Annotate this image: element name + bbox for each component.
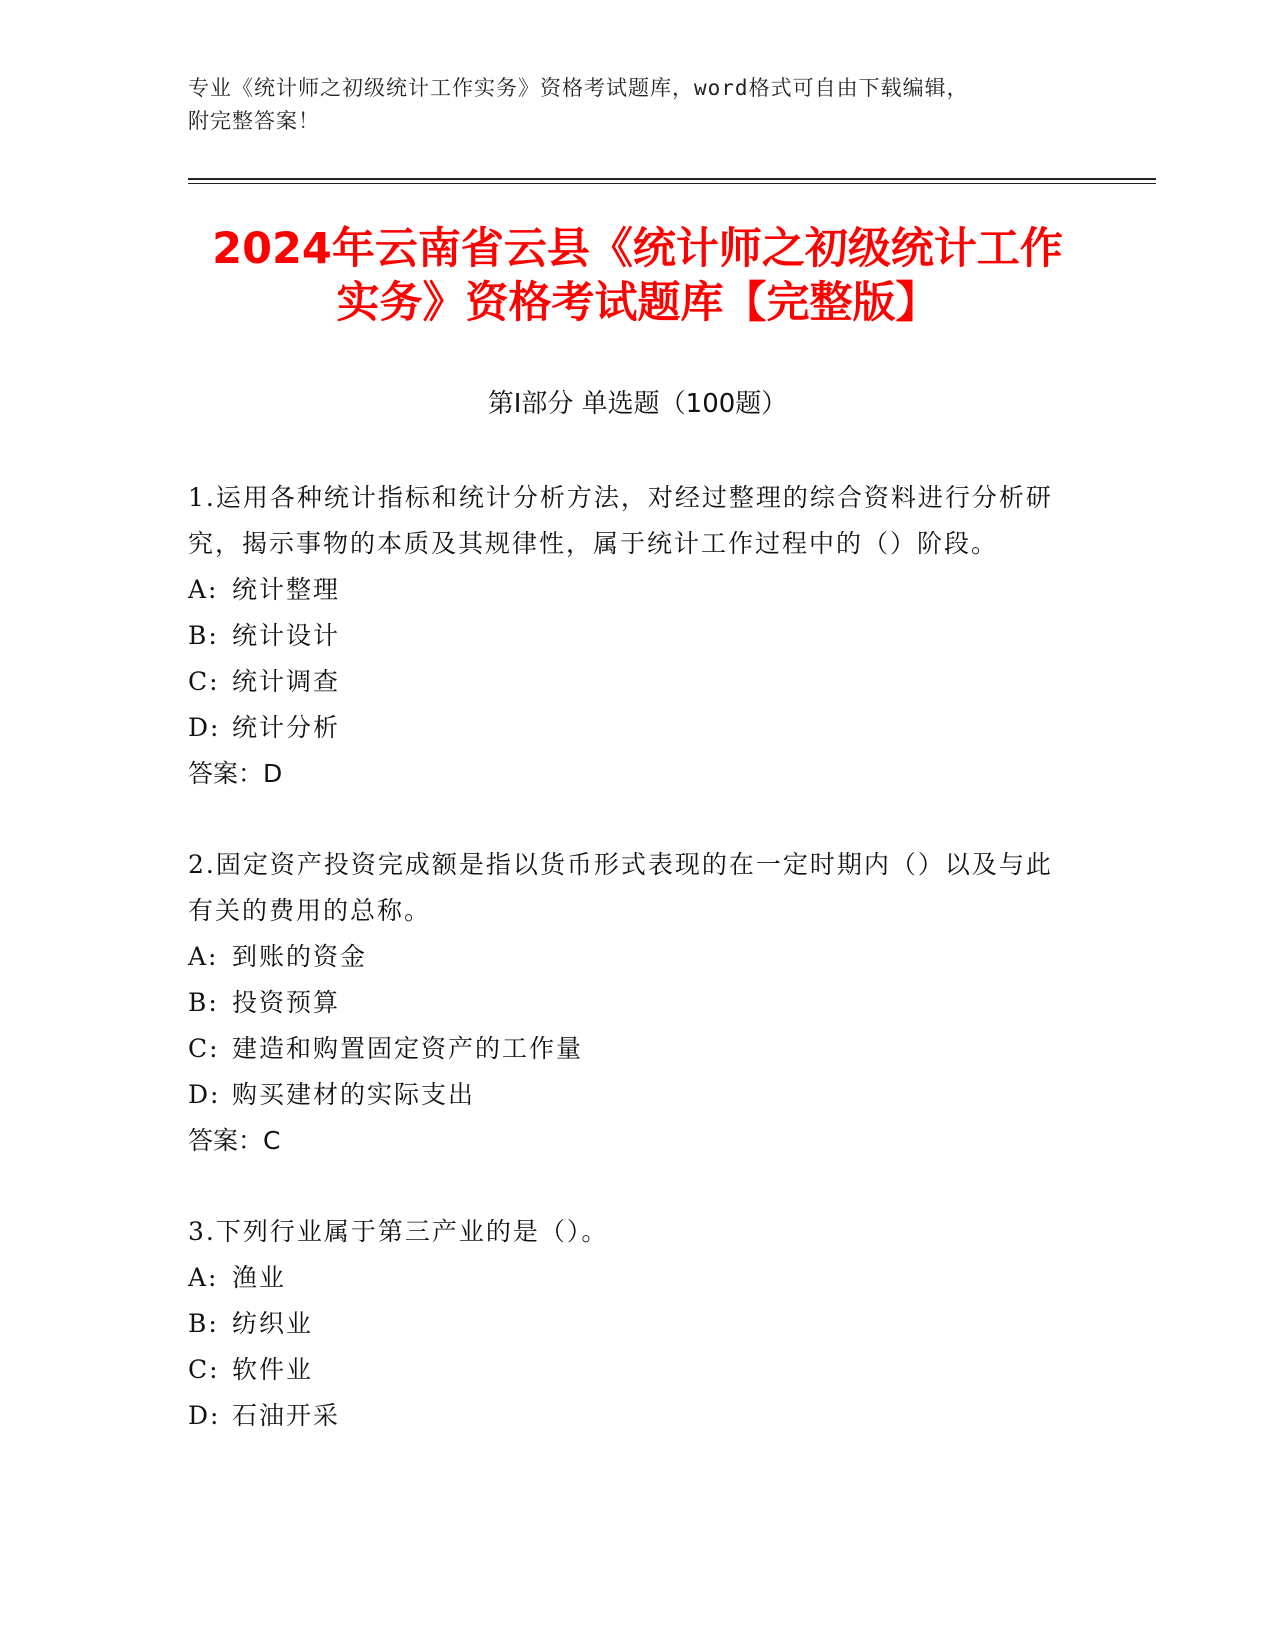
header-note-line1: 专业《统计师之初级统计工作实务》资格考试题库，word格式可自由下载编辑， <box>188 76 969 100</box>
option-letter: A: <box>188 575 219 604</box>
question-list <box>188 475 1068 1484</box>
option-letter: A: <box>188 1263 219 1292</box>
answer-line: 答案：D <box>188 759 283 788</box>
option-a <box>188 567 1068 613</box>
option-b <box>188 980 1068 1026</box>
question-stem: 2.固定资产投资完成额是指以货币形式表现的在一定时期内（）以及与此有关的费用的总称。 <box>188 850 1053 925</box>
option-letter: D: <box>188 713 221 742</box>
option-c <box>188 659 1068 705</box>
option-d <box>188 705 1068 751</box>
option-a <box>188 934 1068 980</box>
option-text: 统计分析 <box>232 713 341 742</box>
option-letter: B: <box>188 988 219 1017</box>
option-letter: D: <box>188 1080 221 1109</box>
question-1 <box>188 475 1068 797</box>
option-letter: D: <box>188 1401 221 1430</box>
option-text: 软件业 <box>232 1355 314 1384</box>
option-text: 建造和购置固定资产的工作量 <box>232 1034 584 1063</box>
answer-line: 答案：C <box>188 1126 281 1155</box>
question-stem: 3.下列行业属于第三产业的是（）。 <box>188 1217 609 1246</box>
option-a <box>188 1255 1068 1301</box>
question-3 <box>188 1209 1068 1439</box>
document-title <box>150 222 1125 330</box>
document-title-line1: 2024年云南省云县《统计师之初级统计工作 <box>212 224 1063 274</box>
option-text: 统计调查 <box>232 667 341 696</box>
document-title-line2: 实务》资格考试题库【完整版】 <box>336 278 939 328</box>
option-text: 石油开采 <box>232 1401 341 1430</box>
option-b <box>188 1301 1068 1347</box>
option-c <box>188 1026 1068 1072</box>
header-divider-thick <box>188 178 1156 180</box>
section-heading: 第Ⅰ部分 单选题（100题） <box>487 389 788 419</box>
option-letter: A: <box>188 942 219 971</box>
option-letter: B: <box>188 621 219 650</box>
header-divider-thin <box>188 183 1156 184</box>
option-letter: C: <box>188 1355 220 1384</box>
header-note-line2: 附完整答案！ <box>188 109 320 133</box>
option-d <box>188 1393 1068 1439</box>
option-b <box>188 613 1068 659</box>
question-stem: 1.运用各种统计指标和统计分析方法，对经过整理的综合资料进行分析研究，揭示事物的本质及其规律性，属于统计工作过程中的（）阶段。 <box>188 483 1053 558</box>
option-text: 统计整理 <box>232 575 341 604</box>
option-c <box>188 1347 1068 1393</box>
option-letter: C: <box>188 1034 220 1063</box>
option-letter: B: <box>188 1309 219 1338</box>
option-text: 购买建材的实际支出 <box>232 1080 476 1109</box>
option-text: 渔业 <box>232 1263 287 1292</box>
question-2 <box>188 842 1068 1164</box>
header-note <box>188 72 1068 138</box>
option-text: 投资预算 <box>232 988 341 1017</box>
option-text: 纺织业 <box>232 1309 314 1338</box>
option-letter: C: <box>188 667 220 696</box>
option-text: 到账的资金 <box>232 942 368 971</box>
option-text: 统计设计 <box>232 621 341 650</box>
option-d <box>188 1072 1068 1118</box>
